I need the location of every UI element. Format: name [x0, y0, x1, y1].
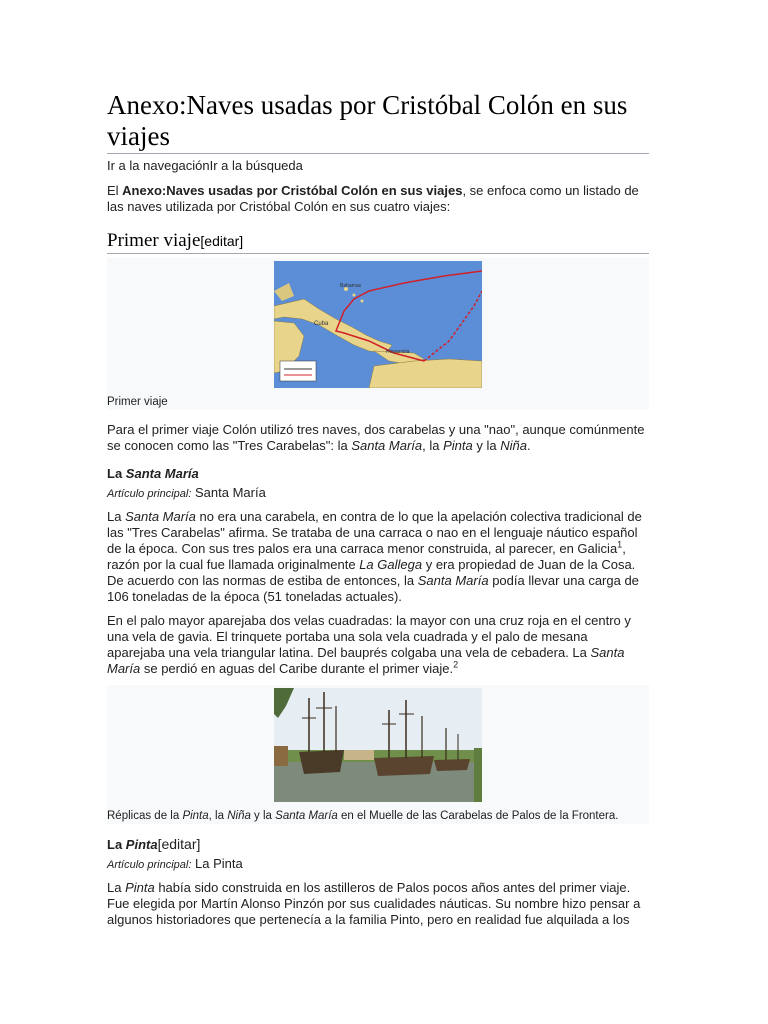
edit-link-pinta[interactable]: [editar] — [157, 836, 201, 852]
jump-to-search-link[interactable]: Ir a la búsqueda — [209, 158, 303, 173]
section1-paragraph: Para el primer viaje Colón utilizó tres naves, dos carabelas y una "nao", aunque comúnmente se conocen como las "Tres Carabelas": la Santa María, la Pinta y la Niña. — [107, 422, 645, 453]
pinta-paragraph-1: La Pinta había sido construida en los astilleros de Palos pocos años antes del primer viaje. Fue elegida por Martín Alonso Pinzón por sus cualidades náuticas. Su nombre hizo pensar a algunos historiadores que pertenecía a la familia Pinto, pero en realidad fue alquilada a los — [107, 880, 641, 927]
main-article-link-pinta[interactable]: La Pinta — [195, 856, 243, 871]
map-label-hispaniola: Hispaniola — [386, 349, 410, 355]
intro-paragraph: El Anexo:Naves usadas por Cristóbal Colón en sus viajes, se enfoca como un listado de las naves utilizada por Cristóbal Colón en sus cuatro viajes: — [107, 183, 639, 214]
santa-maria-paragraph-1: La Santa María no era una carabela, en contra de lo que la apelación colectiva tradicional de las "Tres Carabelas" afirma. Se trataba de una carraca o nao en el lenguaje náutico español de la época. Con sus tres palos era una carraca menor construida, al parecer, en Galicia$^1$, razón por la cual fue llamada originalmente La Gallega y era propiedad de Juan de la Cosa. De acuerdo con las normas de estiba de entonces, la Santa María podía llevar una carga de 106 toneladas de la época (51 toneladas actuales). — [107, 509, 642, 604]
map-label-cuba: Cuba — [314, 321, 329, 327]
santa-maria-paragraph-2: En el palo mayor aparejaba dos velas cuadradas: la mayor con una cruz roja en el centro y una vela de gavia. El trinquete portaba una sola vela cuadrada y el palo de mesana aparejaba una vela triangular latina. Del bauprés colgaba una vela de cebadera. La Santa María se perdió en aguas del Caribe durante el primer viaje.$^2$ — [107, 613, 631, 676]
reference-2[interactable]: 2 — [453, 659, 459, 670]
subsection-heading-santa-maria: La Santa María — [107, 466, 199, 481]
edit-link[interactable]: [editar] — [200, 233, 244, 249]
map-figure — [107, 258, 649, 410]
section-heading-primer-viaje: Primer viaje[editar] — [107, 229, 649, 254]
ships-photo-figure — [107, 685, 649, 824]
hatnote-pinta: Artículo principal: La Pinta — [107, 856, 243, 871]
map-caption: Primer viaje — [107, 396, 168, 408]
main-article-link[interactable]: Santa María — [195, 485, 266, 500]
jump-links — [107, 158, 649, 173]
page-title: Anexo:Naves usadas por Cristóbal Colón en sus viajes — [107, 90, 649, 154]
ships-replica-photo[interactable] — [274, 688, 482, 802]
first-voyage-map-image[interactable] — [274, 261, 482, 388]
jump-to-navigation-link[interactable]: Ir a la navegación — [107, 158, 210, 173]
intro-bold-title: Anexo:Naves usadas por Cristóbal Colón en sus viajes — [122, 183, 463, 198]
reference-1[interactable]: 1 — [617, 539, 623, 550]
article — [107, 90, 649, 936]
map-label-bahamas: Bahamas — [340, 283, 362, 289]
hatnote: Artículo principal: Santa María — [107, 485, 266, 500]
subsection-heading-pinta: La Pinta[editar] — [107, 836, 201, 852]
ships-photo-caption: Réplicas de la Pinta, la Niña y la Santa María en el Muelle de las Carabelas de Palos de la Frontera. — [107, 810, 619, 822]
